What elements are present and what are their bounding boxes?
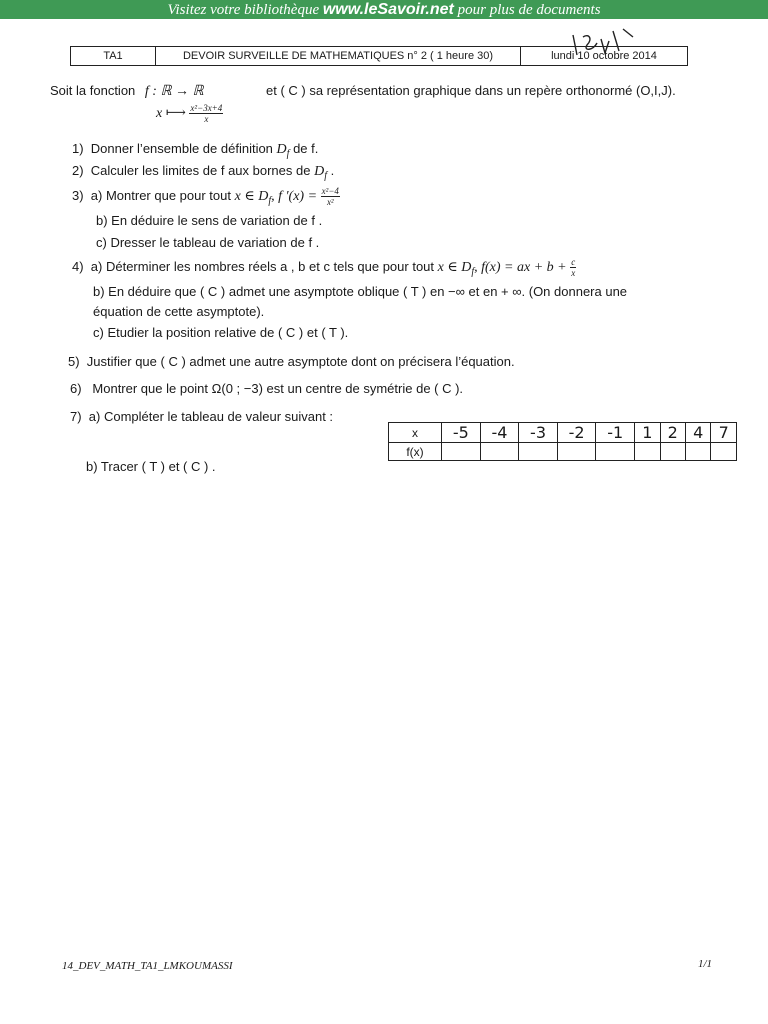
fraction-denominator: x <box>571 268 576 278</box>
value-table <box>388 422 737 461</box>
fraction-numerator: x²−3x+4 <box>190 103 223 113</box>
question-number: 7) <box>70 409 82 424</box>
question-5 <box>68 354 515 369</box>
function-expression: , f(x) = ax + b + <box>474 259 567 275</box>
fx-value-cell[interactable] <box>685 443 710 461</box>
question-text: a) Compléter le tableau de valeur suivant : <box>88 409 334 424</box>
banner-suffix: pour plus de documents <box>457 2 601 18</box>
question-number: 3) <box>72 187 84 203</box>
x-value-cell: -2 <box>557 423 596 443</box>
question-3b: b) En déduire le sens de variation de f . <box>96 213 323 228</box>
fraction-denominator: x <box>204 114 209 124</box>
question-3c: c) Dresser le tableau de variation de f . <box>96 235 320 250</box>
math-subscript: f <box>324 170 327 182</box>
site-banner[interactable] <box>0 0 768 19</box>
x-value-cell: -3 <box>519 423 558 443</box>
x-row-label: x <box>389 423 442 443</box>
question-7b: b) Tracer ( T ) et ( C ) . <box>86 459 216 474</box>
exam-date: lundi 10 octobre 2014 <box>551 50 657 62</box>
question-number: 2) <box>72 163 84 178</box>
math-symbol: D <box>314 164 325 179</box>
x-value-cell: 7 <box>711 423 737 443</box>
function-signature: f : ℝ → ℝ <box>144 84 204 99</box>
question-number: 6) <box>70 381 82 396</box>
fx-value-cell[interactable] <box>596 443 635 461</box>
math-symbol: D <box>276 142 287 157</box>
question-number: 4) <box>72 258 84 274</box>
intro-line <box>50 83 204 100</box>
question-text: Donner l’ensemble de définition <box>90 141 273 156</box>
question-4b-line2: équation de cette asymptote). <box>93 304 265 319</box>
fx-value-cell[interactable] <box>557 443 596 461</box>
math-symbol: x ∈ D <box>437 259 472 275</box>
question-end: de f. <box>293 141 319 156</box>
question-text: Calculer les limites de f aux bornes de <box>90 163 311 178</box>
question-3a <box>72 186 340 207</box>
x-row <box>389 423 737 443</box>
x-value-cell: 1 <box>635 423 660 443</box>
question-4c: c) Etudier la position relative de ( C ) et ( T ). <box>93 325 349 340</box>
fraction-numerator: x²−4 <box>321 186 339 196</box>
function-fraction <box>189 103 223 124</box>
question-1 <box>72 141 318 160</box>
question-2 <box>72 163 334 182</box>
question-4a <box>72 257 576 278</box>
banner-site-link[interactable]: www.leSavoir.net <box>322 1 454 18</box>
x-value-cell: -1 <box>596 423 635 443</box>
question-7a <box>70 409 333 424</box>
fraction-denominator: x² <box>326 197 334 207</box>
question-number: 1) <box>72 141 84 156</box>
math-subscript: f <box>268 195 272 207</box>
question-text: a) Montrer que pour tout <box>90 187 231 203</box>
fx-row-label: f(x) <box>389 443 442 461</box>
c-over-x-fraction <box>570 257 576 278</box>
fx-value-cell[interactable] <box>480 443 519 461</box>
question-end: . <box>330 163 335 178</box>
fx-row <box>389 443 737 461</box>
question-6 <box>70 381 463 396</box>
derivative-expression: , f ′(x) = <box>271 188 318 204</box>
function-definition <box>156 103 223 124</box>
mapping-arrow: x ⟼ <box>156 105 186 121</box>
math-subscript: f <box>471 266 475 278</box>
exam-title-cell: DEVOIR SURVEILLE DE MATHEMATIQUES n° 2 ( 1 heure 30) <box>156 47 521 65</box>
x-value-cell: 2 <box>660 423 685 443</box>
document-reference: 14_DEV_MATH_TA1_LMKOUMASSI <box>62 960 233 972</box>
x-value-cell: -5 <box>442 423 481 443</box>
question-text: Justifier que ( C ) admet une autre asymptote dont on précisera l’équation. <box>86 354 515 369</box>
fraction-numerator: c <box>571 257 576 267</box>
fx-value-cell[interactable] <box>519 443 558 461</box>
math-subscript: f <box>286 148 290 160</box>
x-value-cell: -4 <box>480 423 519 443</box>
question-4b-line1: b) En déduire que ( C ) admet une asymptote oblique ( T ) en −∞ et en + ∞. (On donnera une <box>93 284 628 299</box>
question-text: Montrer que le point Ω(0 ; −3) est un centre de symétrie de ( C ). <box>92 381 464 396</box>
fx-value-cell[interactable] <box>442 443 481 461</box>
question-text: a) Déterminer les nombres réels a , b et c tels que pour tout <box>90 258 435 274</box>
fx-value-cell[interactable] <box>660 443 685 461</box>
derivative-fraction <box>321 186 340 207</box>
question-number: 5) <box>68 354 80 369</box>
fx-value-cell[interactable] <box>635 443 660 461</box>
x-value-cell: 4 <box>685 423 710 443</box>
exam-header <box>70 46 688 66</box>
class-cell: TA1 <box>71 47 156 65</box>
math-symbol: x ∈ D <box>234 188 269 204</box>
intro-tail: et ( C ) sa représentation graphique dans un repère orthonormé (O,I,J). <box>266 83 676 98</box>
date-cell <box>521 47 687 65</box>
page-number: 1/1 <box>698 958 713 970</box>
intro-lead: Soit la fonction <box>50 83 136 98</box>
banner-prefix: Visitez votre bibliothèque <box>167 2 320 18</box>
fx-value-cell[interactable] <box>711 443 737 461</box>
